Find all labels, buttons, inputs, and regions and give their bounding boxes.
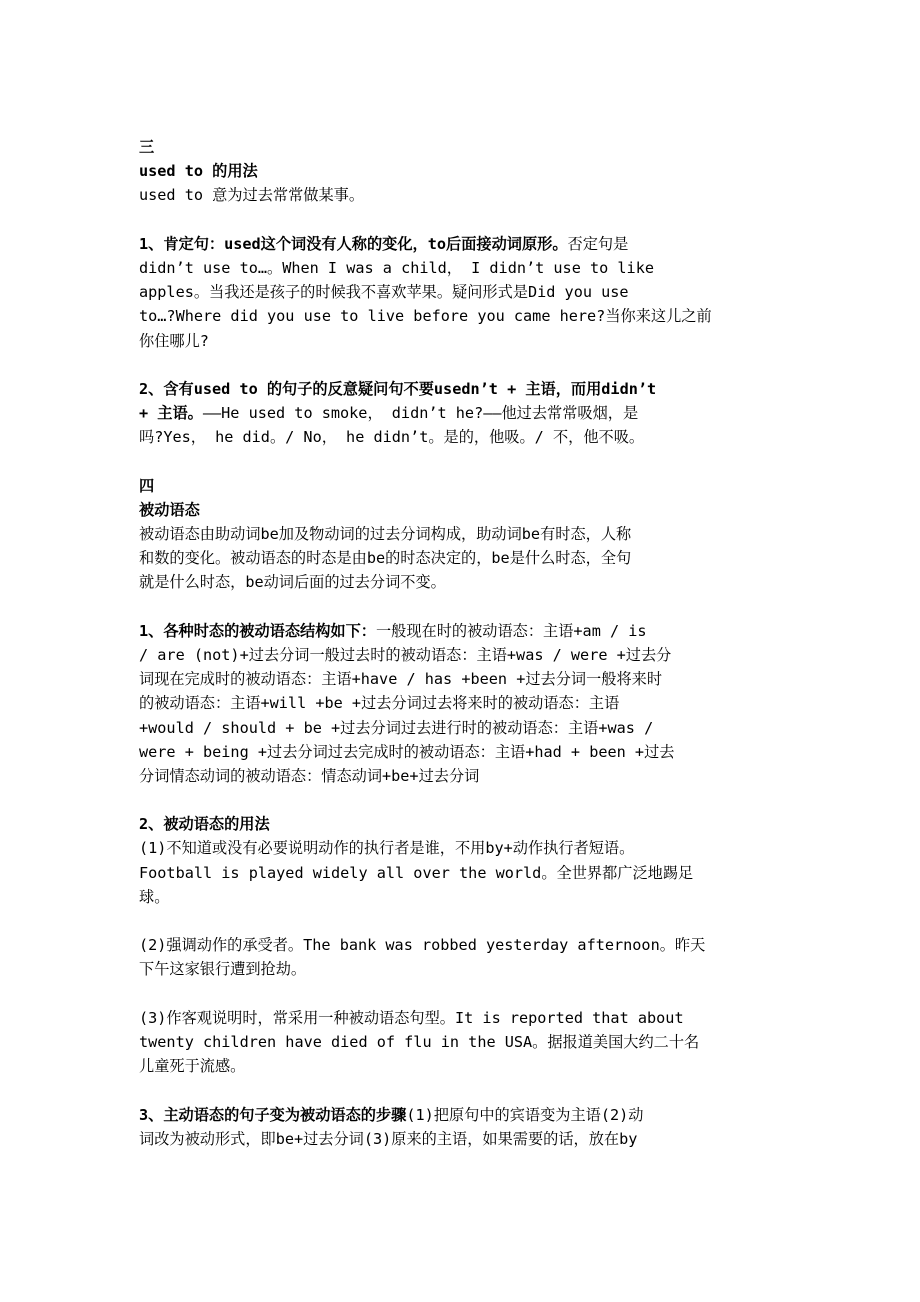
paragraph-line: (1)不知道或没有必要说明动作的执行者是谁，不用by+动作执行者短语。 (139, 839, 635, 858)
paragraph-line: (2)强调动作的承受者。The bank was robbed yesterday afternoon。昨天 (139, 936, 706, 955)
point-heading: 1、各种时态的被动语态结构如下： (139, 621, 376, 640)
point-text: 一般现在时的被动语态：主语+am / is (375, 621, 647, 640)
spacer (139, 1078, 789, 1102)
spacer (139, 353, 789, 377)
paragraph-line: +would / should + be +过去分词过去进行时的被动语态：主语+was / (139, 718, 654, 737)
paragraph-line (139, 401, 789, 425)
point-heading: 2、含有used to 的句子的反意疑问句不要usedn’t + 主语，而用didn’t (139, 379, 657, 398)
section-title: used to 的用法 (139, 162, 258, 181)
spacer (139, 909, 789, 933)
paragraph-line: 吗?Yes， he did。/ No， he didn’t。是的，他吸。/ 不，他不吸。 (139, 428, 645, 447)
point-text: (1)把原句中的宾语变为主语(2)动 (406, 1105, 644, 1124)
spacer (139, 449, 789, 473)
paragraph-line: Football is played widely all over the world。全世界都广泛地踢足 (139, 863, 694, 882)
section-intro: used to 意为过去常常做某事。 (139, 186, 365, 205)
paragraph-line: 词现在完成时的被动语态：主语+have / has +been +过去分词一般将来时 (139, 670, 663, 689)
spacer (139, 208, 789, 232)
section-number: 四 (139, 476, 155, 495)
paragraph-line: 就是什么时态，be动词后面的过去分词不变。 (139, 573, 446, 592)
paragraph-line (139, 619, 789, 643)
paragraph-line: 你住哪儿? (139, 331, 209, 350)
point-heading: 3、主动语态的句子变为被动语态的步骤 (139, 1105, 407, 1124)
section-title: 被动语态 (139, 500, 200, 519)
paragraph-line: apples。当我还是孩子的时候我不喜欢苹果。疑问形式是Did you use (139, 283, 629, 302)
paragraph-line: 的被动语态：主语+will +be +过去分词过去将来时的被动语态：主语 (139, 694, 620, 713)
paragraph-line: / are (not)+过去分词一般过去时的被动语态：主语+was / were +过去分 (139, 645, 672, 664)
paragraph-line: 球。 (139, 887, 170, 906)
point-heading: + 主语。 (139, 404, 203, 423)
paragraph-line: 下午这家银行遭到抢劫。 (139, 960, 307, 979)
paragraph-line: 词改为被动形式，即be+过去分词(3)原来的主语，如果需要的话，放在by (139, 1129, 638, 1148)
spacer (139, 595, 789, 619)
paragraph-line: 分词情态动词的被动语态：情态动词+be+过去分词 (139, 766, 480, 785)
paragraph-line (139, 232, 789, 256)
point-text: 否定句是 (567, 234, 629, 253)
paragraph-line: 儿童死于流感。 (139, 1057, 246, 1076)
paragraph-line: didn’t use to…。When I was a child， I didn’t use to like (139, 258, 654, 277)
paragraph-line: twenty children have died of flu in the USA。据报道美国大约二十名 (139, 1032, 700, 1051)
spacer (139, 788, 789, 812)
point-heading: 2、被动语态的用法 (139, 815, 270, 834)
paragraph-line: were + being +过去分词过去完成时的被动语态：主语+had + been +过去 (139, 742, 675, 761)
section-number: 三 (139, 138, 155, 156)
paragraph-line: (3)作客观说明时，常采用一种被动语态句型。It is reported that about (139, 1008, 684, 1027)
paragraph-line (139, 1103, 789, 1127)
document-page (139, 135, 789, 1151)
point-text: ——He used to smoke， didn’t he?——他过去常常吸烟，是 (202, 404, 639, 423)
paragraph-line: 被动语态由助动词be加及物动词的过去分词构成，助动词be有时态，人称 (139, 525, 632, 543)
spacer (139, 982, 789, 1006)
paragraph-line: to…?Where did you use to live before you came here?当你来这儿之前 (139, 307, 712, 326)
point-heading: 1、肯定句：used这个词没有人称的变化，to后面接动词原形。 (139, 234, 568, 253)
paragraph-line: 和数的变化。被动语态的时态是由be的时态决定的，be是什么时态，全句 (139, 549, 632, 568)
